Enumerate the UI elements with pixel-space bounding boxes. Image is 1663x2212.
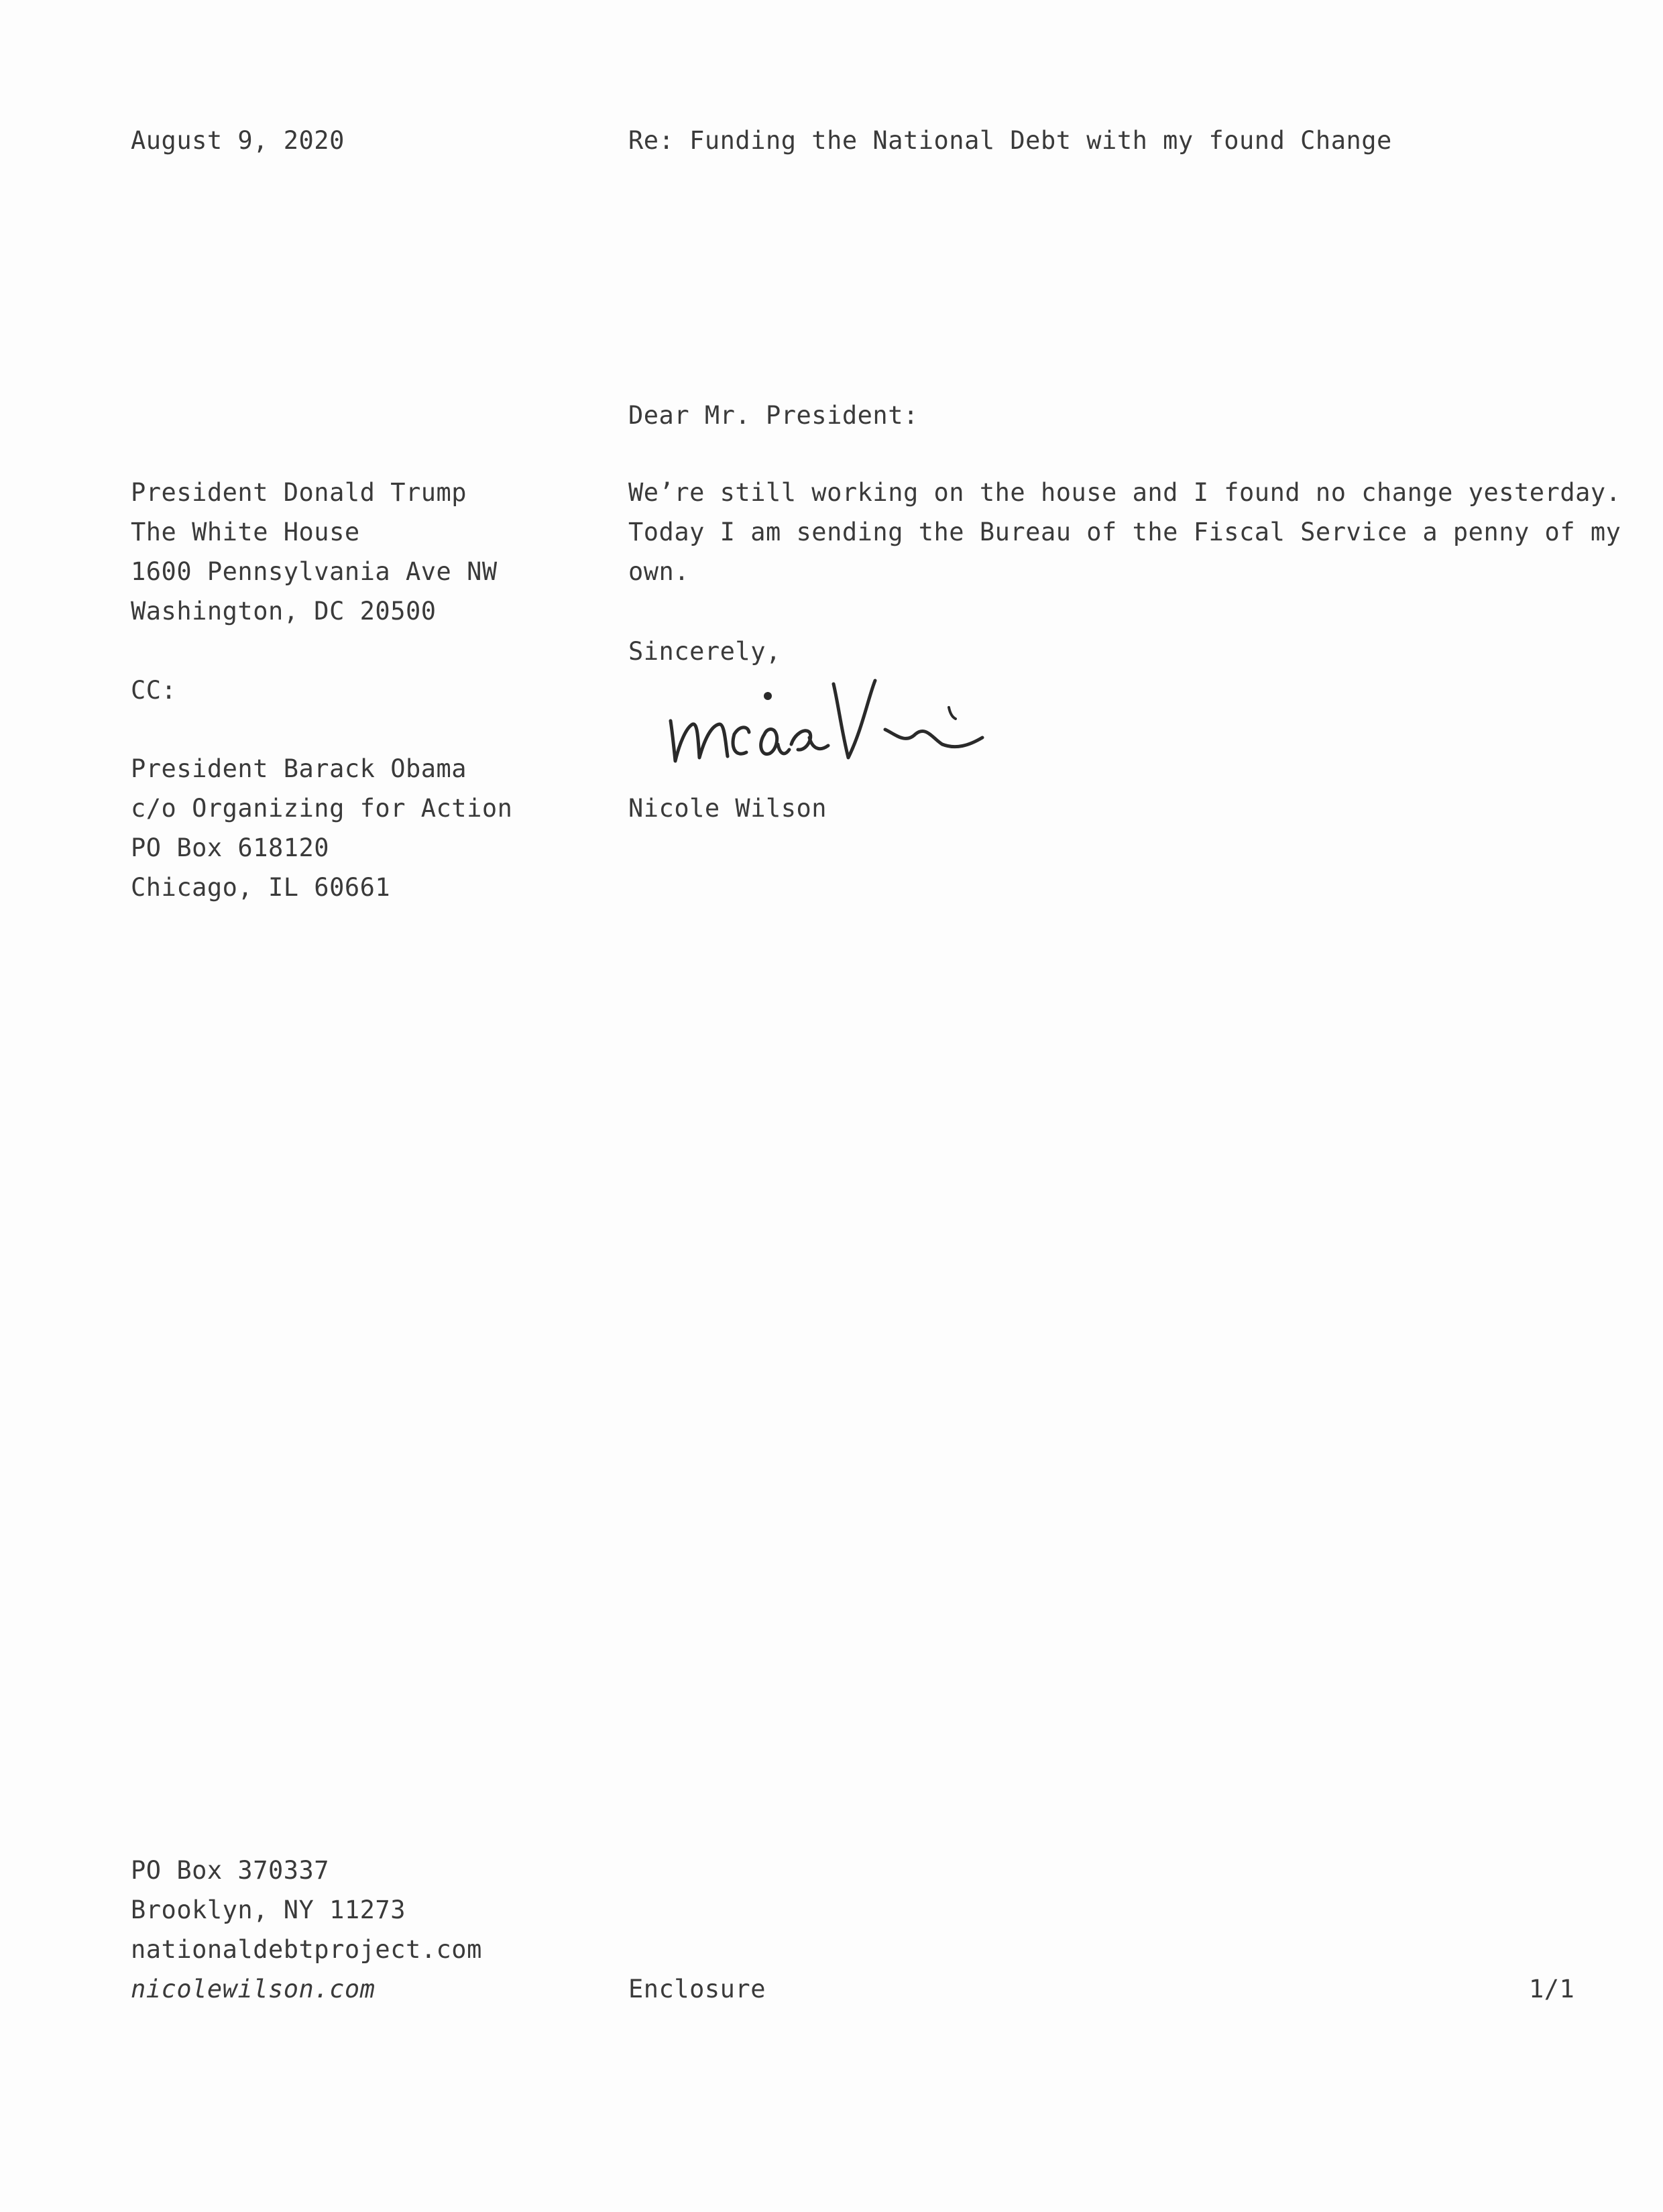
cc-recipient-line: President Barack Obama [131, 754, 467, 783]
body-line: own. [628, 557, 690, 586]
recipient-line: 1600 Pennsylvania Ave NW [131, 557, 498, 586]
recipient-line: President Donald Trump [131, 478, 467, 507]
letter-body [628, 473, 1621, 591]
cc-recipient-address [131, 749, 512, 907]
body-line: We’re still working on the house and I found no change yesterday. [628, 478, 1621, 507]
sender-line: PO Box 370337 [131, 1856, 330, 1885]
sender-address [131, 1851, 482, 2009]
cc-recipient-line: Chicago, IL 60661 [131, 873, 391, 902]
body-line: Today I am sending the Bureau of the Fiscal Service a penny of my [628, 518, 1621, 546]
cc-recipient-line: PO Box 618120 [131, 833, 330, 862]
recipient-line: Washington, DC 20500 [131, 597, 437, 626]
page-number: 1/1 [1529, 1975, 1575, 2003]
letter-date: August 9, 2020 [131, 126, 345, 155]
enclosure-note: Enclosure [628, 1975, 766, 2003]
cc-label: CC: [131, 676, 177, 705]
recipient-line: The White House [131, 518, 360, 546]
sender-website[interactable]: nationaldebtproject.com [131, 1935, 482, 1964]
subject-line: Re: Funding the National Debt with my found Change [628, 126, 1392, 155]
cc-recipient-line: c/o Organizing for Action [131, 794, 513, 823]
sender-line: Brooklyn, NY 11273 [131, 1896, 406, 1924]
salutation: Dear Mr. President: [628, 401, 919, 430]
recipient-address [131, 473, 498, 631]
sender-website-personal[interactable]: nicolewilson.com [131, 1975, 376, 2003]
closing: Sincerely, [628, 637, 781, 666]
signer-name: Nicole Wilson [628, 794, 827, 823]
signature [661, 671, 996, 784]
